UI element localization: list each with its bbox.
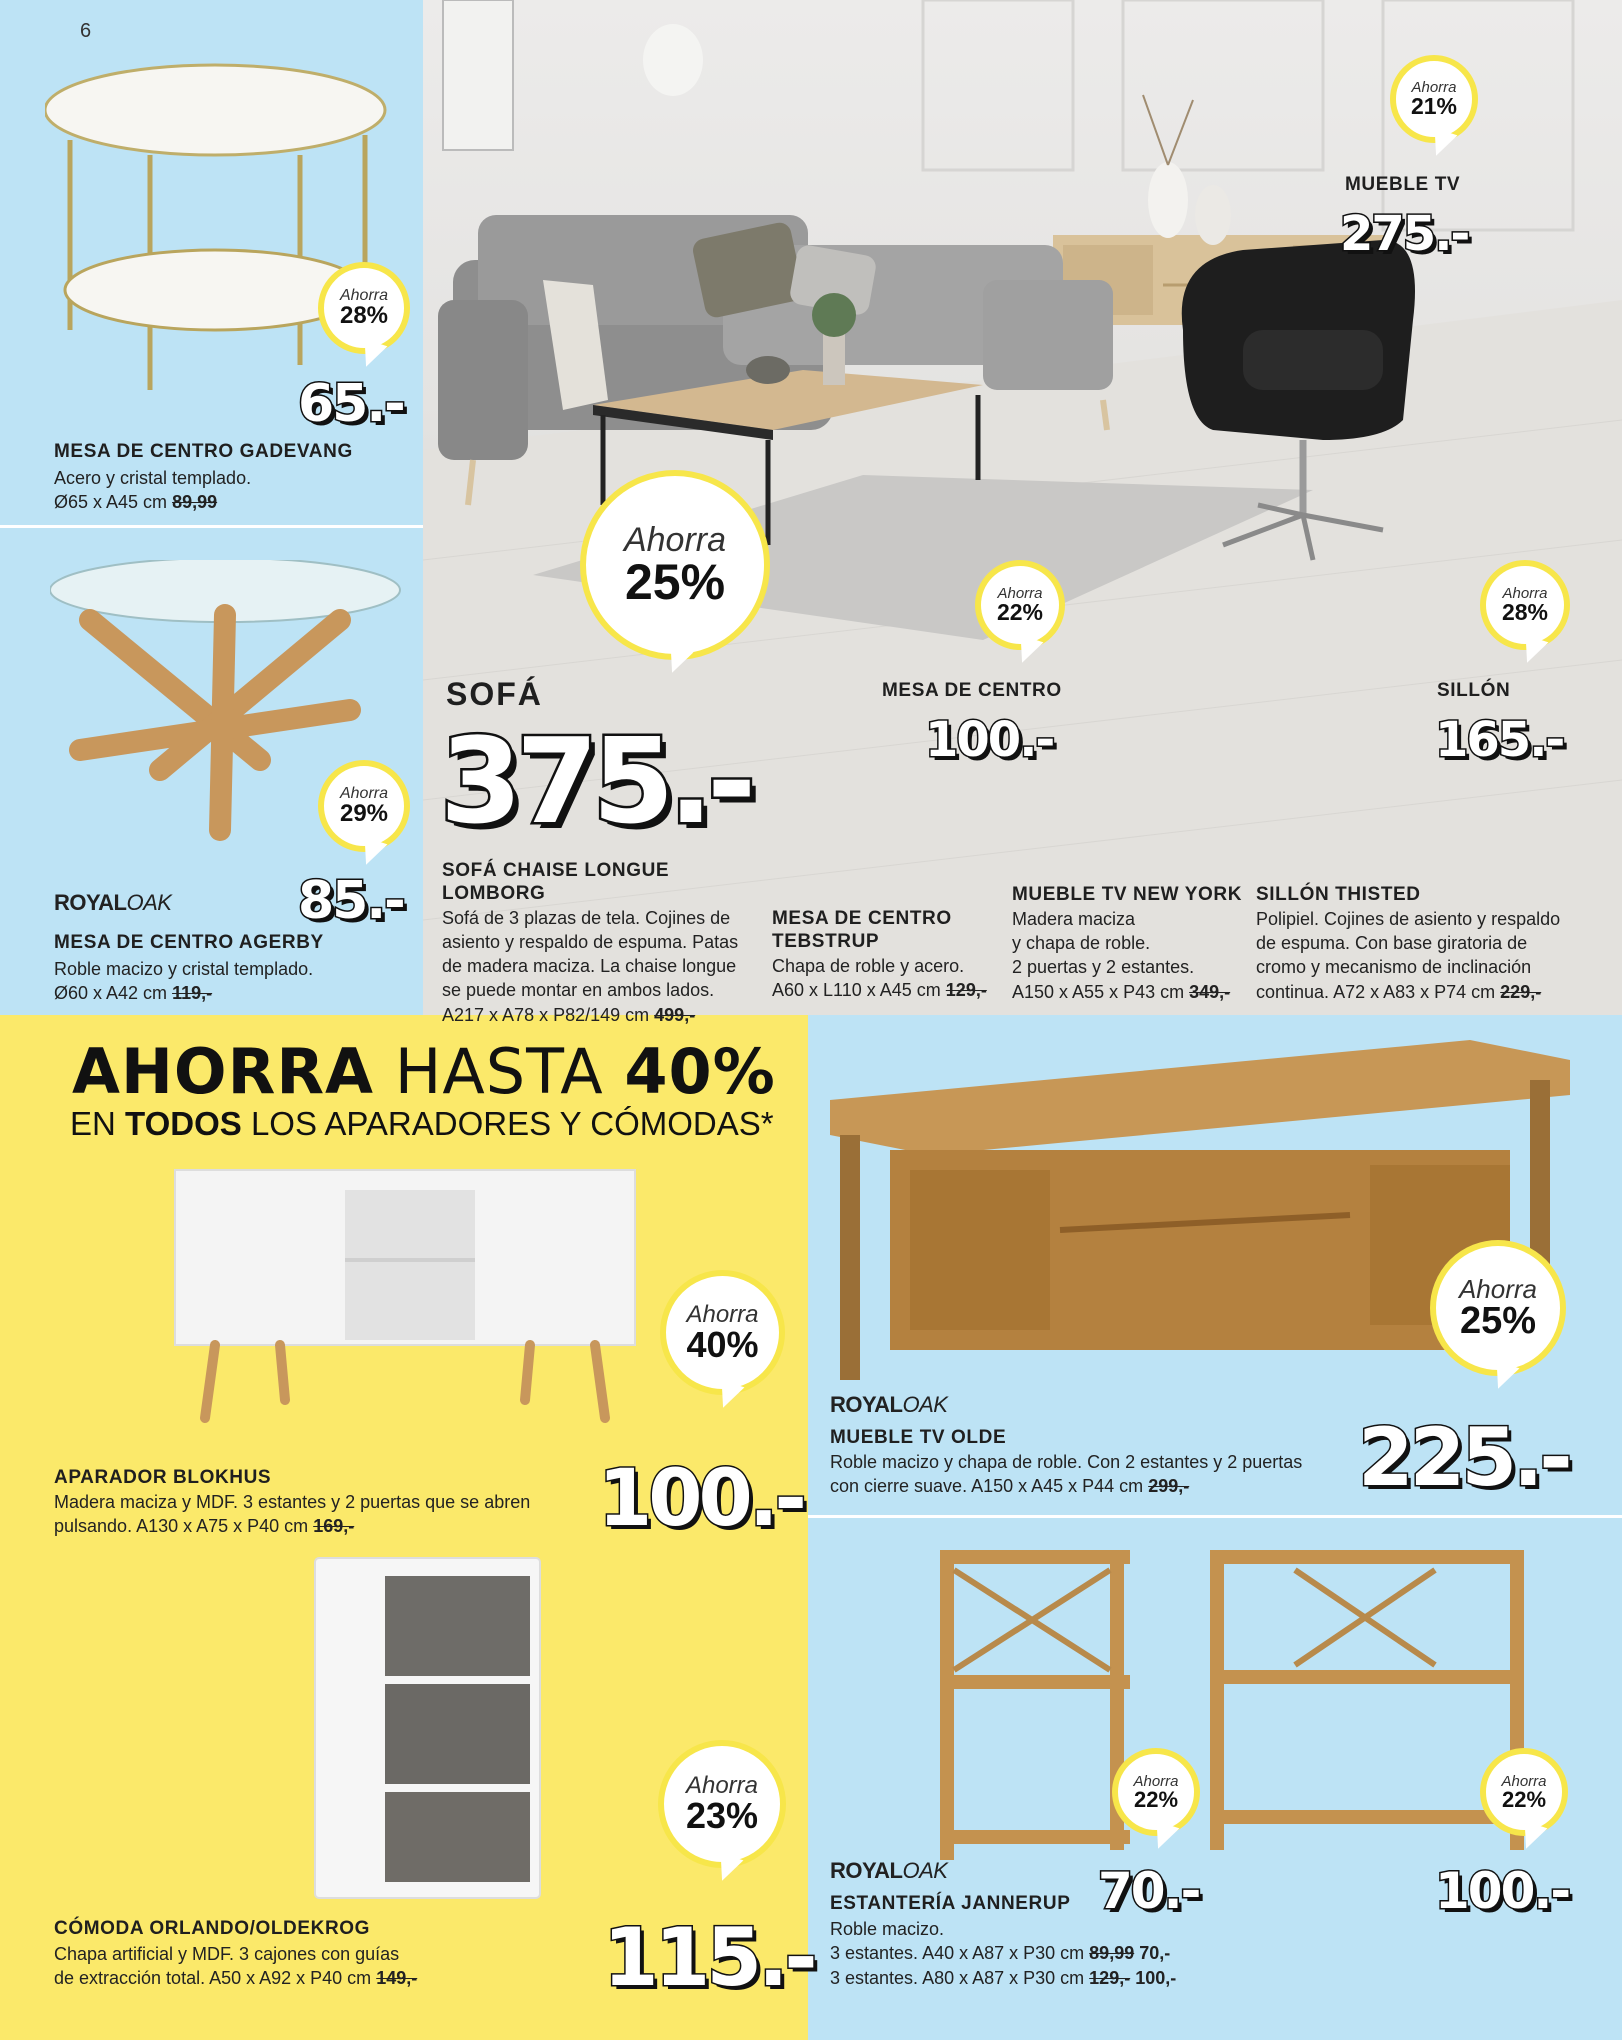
olde-savings-badge: Ahorra 25% bbox=[1430, 1240, 1566, 1376]
gadevang-title: MESA DE CENTRO GADEVANG bbox=[54, 441, 353, 462]
blokhus-title: APARADOR BLOKHUS bbox=[54, 1467, 272, 1488]
orlando-dresser-image bbox=[310, 1548, 550, 1908]
agerby-price: 85.- bbox=[298, 871, 404, 931]
blokhus-savings-badge: Ahorra 40% bbox=[660, 1270, 785, 1395]
sofa-details: SOFÁ CHAISE LONGUE LOMBORG Sofá de 3 plazas de tela. Cojines de asiento y respaldo de espuma. Patas de madera maciza. La chaise longue se puede montar en ambos lados. A217 x A78 x P82/149 cm 499,- bbox=[442, 860, 739, 1025]
olde-price: 225.- bbox=[1358, 1411, 1569, 1504]
agerby-title: MESA DE CENTRO AGERBY bbox=[54, 932, 324, 953]
jannerup-small-price: 70.- bbox=[1098, 1862, 1200, 1920]
headline-sub: EN TODOS LOS APARADORES Y CÓMODAS* bbox=[70, 1105, 774, 1142]
blokhus-price: 100.- bbox=[598, 1454, 803, 1544]
mesa-details: MESA DE CENTRO TEBSTRUP Chapa de roble y acero. A60 x L110 x A45 cm 129,- bbox=[772, 908, 987, 1000]
sofa-price: 375.- bbox=[440, 712, 751, 850]
sillon-details: SILLÓN THISTED Polipiel. Cojines de asiento y respaldo de espuma. Con base giratoria de cromo y mecanismo de inclinación continua. A72 x A83 x P74 cm 229,- bbox=[1256, 884, 1561, 1002]
sofa-label: SOFÁ bbox=[446, 676, 543, 712]
royal-oak-logo-olde: ROYALOAK bbox=[830, 1392, 948, 1417]
mesa-price: 100.- bbox=[925, 712, 1054, 768]
sillon-price: 165.- bbox=[1435, 712, 1564, 768]
tv-ny-details: MUEBLE TV NEW YORK Madera maciza y chapa de roble. 2 puertas y 2 estantes. A150 x A55 x P43 cm 349,- bbox=[1012, 884, 1243, 1002]
sillon-savings-badge: Ahorra 28% bbox=[1480, 560, 1570, 650]
olde-desc: Roble macizo y chapa de roble. Con 2 estantes y 2 puertas con cierre suave. A150 x A45 x P44 cm 299,- bbox=[830, 1452, 1303, 1497]
jannerup-large-price: 100.- bbox=[1435, 1862, 1570, 1920]
orlando-title: CÓMODA ORLANDO/OLDEKROG bbox=[54, 1918, 371, 1939]
headline-main: AHORRA HASTA 40% bbox=[72, 1035, 776, 1108]
orlando-desc: Chapa artificial y MDF. 3 cajones con guías de extracción total. A50 x A92 x P40 cm 149,- bbox=[54, 1944, 418, 1989]
tv-ny-price: 275.- bbox=[1340, 206, 1469, 262]
orlando-price: 115.- bbox=[603, 1911, 814, 2004]
gadevang-price: 65.- bbox=[298, 374, 404, 434]
royal-oak-logo-jannerup: ROYALOAK bbox=[830, 1858, 948, 1883]
jannerup-small-shelf-image bbox=[930, 1530, 1150, 1870]
sofa-savings-badge: Ahorra 25% bbox=[580, 470, 770, 660]
agerby-savings-badge: Ahorra 29% bbox=[318, 760, 410, 852]
jannerup-small-savings-badge: Ahorra 22% bbox=[1112, 1748, 1200, 1836]
jannerup-desc: Roble macizo. 3 estantes. A40 x A87 x P30 cm 89,99 70,- 3 estantes. A80 x A87 x P30 cm 129,- 100,- bbox=[830, 1919, 1177, 1988]
mesa-label: MESA DE CENTRO bbox=[882, 680, 1062, 701]
agerby-desc: Roble macizo y cristal templado. Ø60 x A42 cm 119,- bbox=[54, 959, 314, 1004]
tv-ny-label: MUEBLE TV bbox=[1345, 174, 1461, 195]
divider-left bbox=[0, 525, 423, 528]
gadevang-savings-badge: Ahorra 28% bbox=[318, 262, 410, 354]
royal-oak-logo: ROYALOAK bbox=[54, 890, 172, 915]
gadevang-desc: Acero y cristal templado. Ø65 x A45 cm 89,99 bbox=[54, 468, 252, 513]
blokhus-desc: Madera maciza y MDF. 3 estantes y 2 puertas que se abren pulsando. A130 x A75 x P40 cm 169,- bbox=[54, 1492, 531, 1537]
blokhus-sideboard-image bbox=[170, 1160, 640, 1430]
tv-ny-savings-badge: Ahorra 21% bbox=[1390, 55, 1478, 143]
divider-right bbox=[808, 1515, 1622, 1518]
orlando-savings-badge: Ahorra 23% bbox=[658, 1740, 786, 1868]
jannerup-large-savings-badge: Ahorra 22% bbox=[1480, 1748, 1568, 1836]
page-number: 6 bbox=[80, 20, 92, 42]
sillon-label: SILLÓN bbox=[1437, 680, 1511, 701]
mesa-savings-badge: Ahorra 22% bbox=[975, 560, 1065, 650]
jannerup-title: ESTANTERÍA JANNERUP bbox=[830, 1893, 1071, 1914]
olde-title: MUEBLE TV OLDE bbox=[830, 1427, 1007, 1448]
